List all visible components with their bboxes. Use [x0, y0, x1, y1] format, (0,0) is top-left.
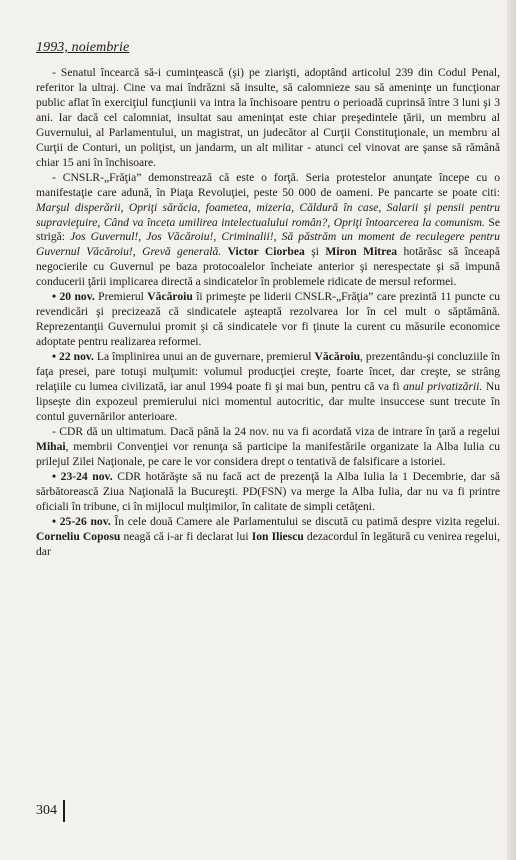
body-text	[36, 66, 500, 559]
paragraph	[36, 425, 500, 470]
text-run: , membrii Convenţiei vor renunţa să participe la manifestările organizate la Alba Iulia cu prilejul Zilei Naţionale, pe care le vor considera drept o tentativă de falsificare a istoriei.	[36, 439, 500, 468]
paragraph	[36, 350, 500, 425]
text-run: În cele două Camere ale Parlamentului se discută cu patimă despre vizita regelui.	[110, 514, 500, 528]
text-run: îi primeşte pe liderii CNSLR-„Frăţia” care prezintă 11 puncte cu revendicări şi precizează că sindicatele aşteaptă rezolvarea lor în cel mult o săptămână. Reprezentanţii Guvernului promit şi că sindicatele vor fi ţinute la curent cu măsurile economice adoptate pentru realizarea reformei.	[36, 290, 501, 349]
footer-rule	[63, 800, 65, 822]
bold-run: • 20 nov.	[52, 290, 95, 304]
bold-run: Victor Ciorbea	[227, 245, 305, 259]
text-run: şi	[304, 245, 326, 259]
text-run: Se strigă:	[36, 215, 500, 244]
bold-run: • 25-26 nov.	[52, 514, 111, 528]
paragraph	[36, 171, 500, 291]
text-run: Premierul	[94, 290, 148, 304]
paragraph	[36, 290, 500, 350]
bold-run: Mihai	[36, 439, 66, 453]
text-run: , prezentându-şi concluziile în faţa presei, pare totuşi mulţumit: volumul producţiei creşte, foarte încet, dar creşte, se strâng relaţiile cu lumea civilizată, iar anul 1994 poate fi şi mai bun, pentru că va fi	[36, 350, 501, 394]
page-footer	[36, 800, 65, 822]
paragraph	[36, 515, 500, 560]
bold-run: Miron Mitrea	[325, 245, 398, 259]
italic-run: Marşul disperării, Opriţi sărăcia, foametea, mizeria, Căldură în case, Salarii şi pensii pentru supravieţuire, Când va înceta umilirea intelectualului român?, Opriţi întoarcerea la comunism.	[36, 200, 500, 229]
text-run: dezacordul în legătură cu venirea regelui, dar	[36, 529, 500, 558]
text-run: CDR hotărăşte să nu facă act de prezenţă la Alba Iulia la 1 Decembrie, dar să sărbătorească Ziua Naţională la Bucureşti. PD(FSN) va merge la Alba Iulia, dar nu va fi printre oficiali în tribune, ci în mijlocul mulţimilor, în calitate de simpli cetăţeni.	[36, 469, 500, 513]
italic-run: Jos Guvernul!, Jos Văcăroiu!, Criminalii!, Să păstrăm un moment de reculegere pentru Guvernul Văcăroiu!, Grevă generală.	[36, 230, 500, 259]
bold-run: Corneliu Coposu	[36, 529, 121, 543]
page-edge	[507, 0, 516, 860]
text-run: - CDR dă un ultimatum. Dacă până la 24 nov. nu va fi acordată viza de intrare în ţară a regelui	[52, 424, 500, 438]
text-run: Nu lipseşte din expozeul premierului nici momentul autocritic, dar multe insuccese sunt trecute în contul guvernărilor anterioare.	[36, 380, 500, 423]
paragraph	[36, 66, 500, 171]
text-run: La împlinirea unui an de guvernare, premierul	[93, 350, 315, 364]
bold-run: Văcăroiu	[314, 350, 361, 364]
running-header: 1993, noiembrie	[36, 40, 130, 55]
bold-run: • 23-24 nov.	[52, 469, 113, 483]
bold-run: Văcăroiu	[147, 290, 193, 304]
text-run: - Senatul încearcă să-i cuminţească (şi) pe ziarişti, adoptând articolul 239 din Codul Penal, referitor la ultraj. Cine va mai îndrăzni să insulte, să calomnieze sau să ameninţe un funcţionar public aflat în exerciţiul funcţiunii va intra la închisoare pentru o perioadă cuprinsă între 3 luni şi 3 ani. Iar dacă cel calomniat, insultat sau ameninţat este chiar preşedintele ţării, un membru al Guvernului, al Parlamentului, un magistrat, un judecător al Curţii Constituţionale, un membru al Curţii de Conturi, un poliţist, un jandarm, un alt militar - atunci cel vinovat are şanse să rămână chiar 15 ani în închisoare.	[36, 66, 500, 169]
bold-run: • 22 nov.	[52, 350, 94, 364]
page-number: 304	[36, 803, 57, 818]
paragraph	[36, 470, 500, 515]
text-run: - CNSLR-„Frăţia” demonstrează că este o forţă. Seria protestelor anunţate începe cu o manifestaţie care adună, în Piaţa Revoluţiei, peste 50 000 de oameni. Pe pancarte se poate citi:	[36, 170, 500, 199]
text-run: hotărăsc să înceapă negocierile cu Guvernul pe baza protocoalelor încheiate anterior şi nerespectate şi să impună conducerii ţării implicarea directă a sindicatelor în problemele ridicate de mersul reformei.	[36, 245, 500, 289]
italic-run: anul privatizării.	[403, 380, 483, 394]
bold-run: Ion Iliescu	[251, 529, 304, 543]
text-run: neagă că i-ar fi declarat lui	[120, 529, 252, 543]
